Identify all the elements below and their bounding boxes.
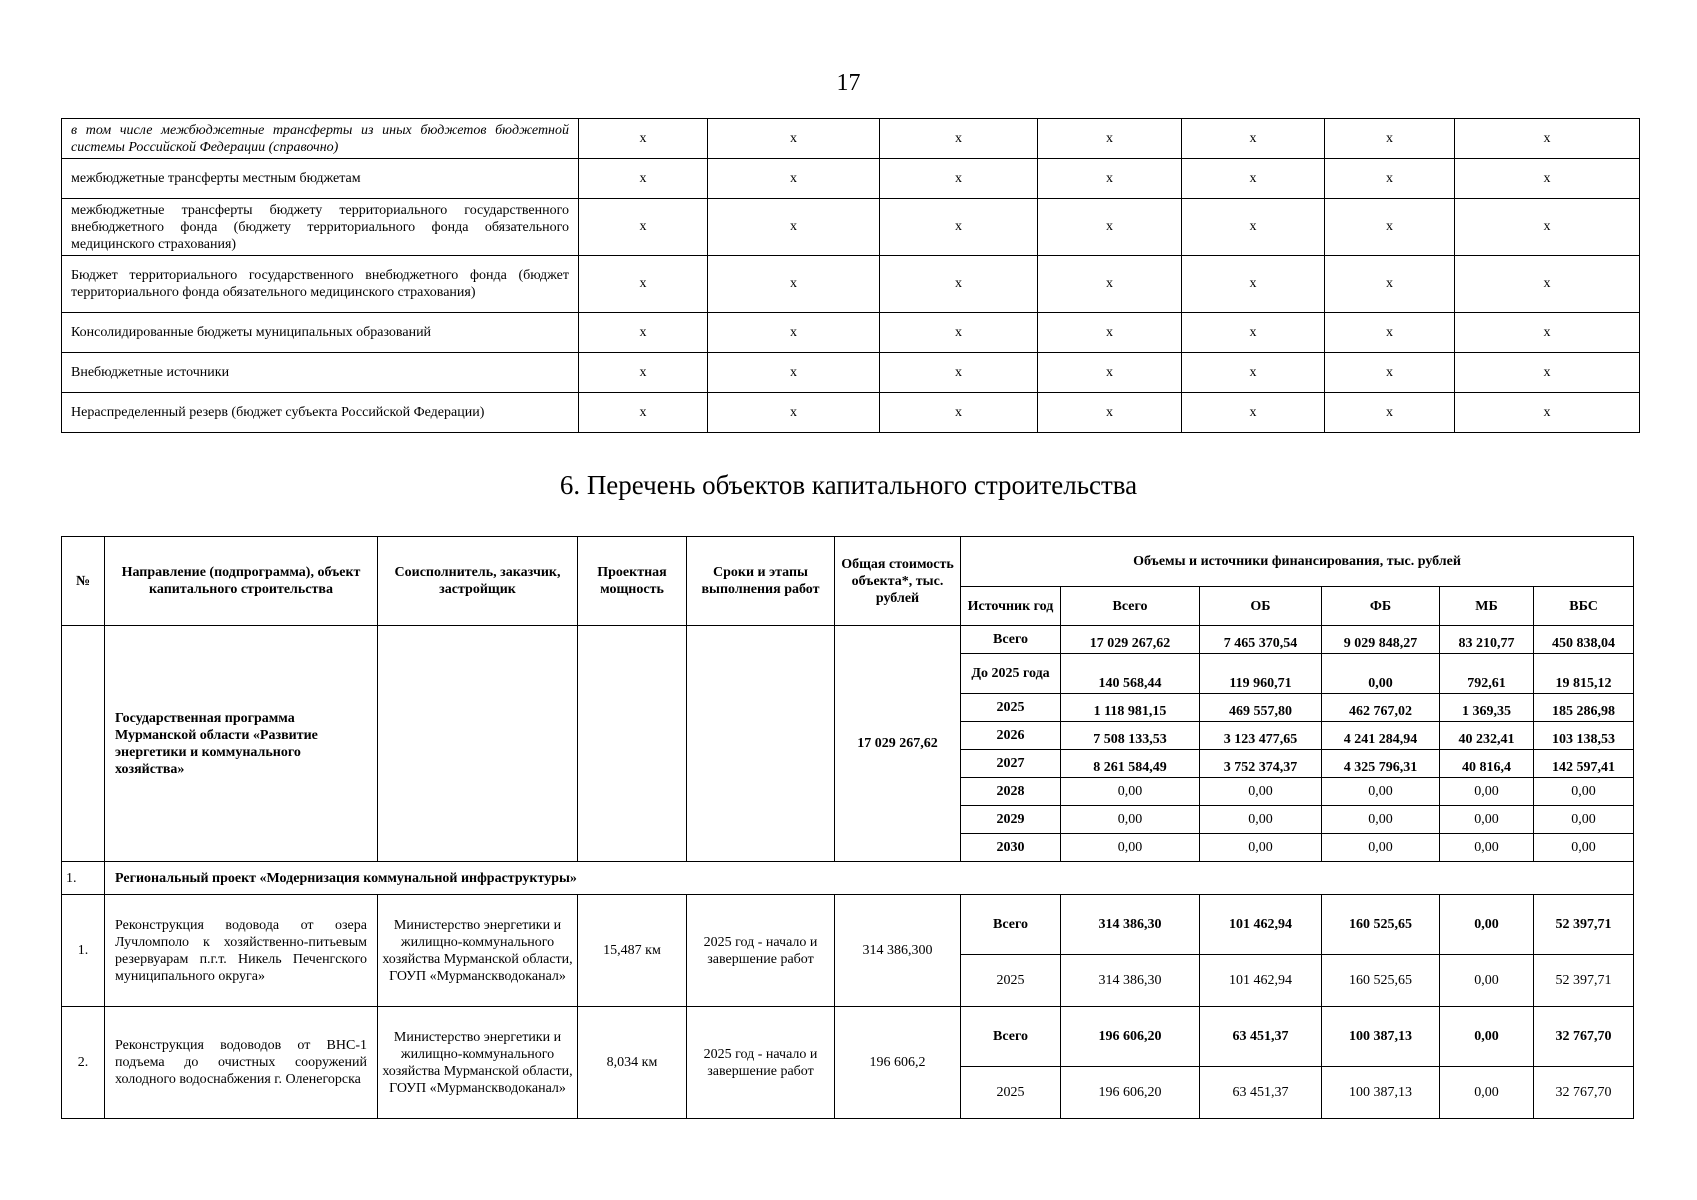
table-cell: x	[579, 353, 708, 393]
table-cell: x	[1455, 119, 1640, 159]
program-name: Государственная программа Мурманской области «Развитие энергетики и коммунального хозяйства»	[105, 626, 378, 862]
amount-total: 1 118 981,15	[1061, 694, 1200, 722]
table-row	[62, 119, 1640, 159]
amount-vbs: 0,00	[1534, 806, 1634, 834]
table-cell: x	[1455, 313, 1640, 353]
table-row	[62, 313, 1640, 353]
program-coexecutor	[378, 626, 578, 862]
header-capacity: Проектная мощность	[578, 537, 687, 626]
amount-fb: 160 525,65	[1322, 955, 1440, 1007]
header-fb: ФБ	[1322, 587, 1440, 626]
row-label: Нераспределенный резерв (бюджет субъекта Российской Федерации)	[62, 393, 579, 433]
amount-vbs: 450 838,04	[1534, 626, 1634, 654]
table-cell: x	[1038, 119, 1182, 159]
amount-vbs: 52 397,71	[1534, 955, 1634, 1007]
object-capacity: 8,034 км	[578, 1007, 687, 1119]
table-cell: x	[1325, 353, 1455, 393]
table-row	[62, 393, 1640, 433]
table-cell: x	[1325, 199, 1455, 256]
amount-ob: 7 465 370,54	[1200, 626, 1322, 654]
object-total-cost: 196 606,2	[835, 1007, 961, 1119]
amount-fb: 462 767,02	[1322, 694, 1440, 722]
year-cell: 2025	[961, 955, 1061, 1007]
table-cell: x	[708, 256, 880, 313]
amount-fb: 0,00	[1322, 654, 1440, 694]
amount-mb: 40 816,4	[1440, 750, 1534, 778]
table-cell: x	[1182, 353, 1325, 393]
header-mb: МБ	[1440, 587, 1534, 626]
table-cell: x	[1182, 159, 1325, 199]
amount-fb: 9 029 848,27	[1322, 626, 1440, 654]
amount-vbs: 0,00	[1534, 778, 1634, 806]
row-label: межбюджетные трансферты местным бюджетам	[62, 159, 579, 199]
amount-fb: 0,00	[1322, 834, 1440, 862]
object-num: 2.	[62, 1007, 105, 1119]
table-cell: x	[1325, 313, 1455, 353]
program-num	[62, 626, 105, 862]
amount-ob: 63 451,37	[1200, 1007, 1322, 1067]
section-title: 6. Перечень объектов капитального строительства	[559, 470, 1138, 500]
year-cell: 2028	[961, 778, 1061, 806]
object-name: Реконструкция водовода от озера Лучломполо к хозяйственно-питьевым резервуарам п.г.т. Никель Печенгского муниципального округа»	[105, 895, 378, 1007]
row-label: в том числе межбюджетные трансферты из иных бюджетов бюджетной системы Российской Федерации (справочно)	[62, 119, 579, 159]
amount-ob: 0,00	[1200, 834, 1322, 862]
amount-vbs: 52 397,71	[1534, 895, 1634, 955]
amount-total: 8 261 584,49	[1061, 750, 1200, 778]
amount-mb: 0,00	[1440, 806, 1534, 834]
row-label: межбюджетные трансферты бюджету территориального государственного внебюджетного фонда (бюджету территориального фонда обязательного медицинского страхования)	[62, 199, 579, 256]
year-cell: 2026	[961, 722, 1061, 750]
row-label: Внебюджетные источники	[62, 353, 579, 393]
table-cell: x	[880, 199, 1038, 256]
table-cell: x	[708, 199, 880, 256]
row-label: Бюджет территориального государственного внебюджетного фонда (бюджет территориального фонда обязательного медицинского страхования)	[62, 256, 579, 313]
table-cell: x	[1182, 256, 1325, 313]
table-cell: x	[1038, 393, 1182, 433]
table-cell: x	[1038, 159, 1182, 199]
table-row	[62, 353, 1640, 393]
amount-mb: 0,00	[1440, 778, 1534, 806]
table-cell: x	[1182, 393, 1325, 433]
amount-ob: 119 960,71	[1200, 654, 1322, 694]
table-cell: x	[1038, 353, 1182, 393]
amount-vbs: 0,00	[1534, 834, 1634, 862]
table-cell: x	[708, 313, 880, 353]
object-terms: 2025 год - начало и завершение работ	[687, 895, 835, 1007]
amount-mb: 0,00	[1440, 1007, 1534, 1067]
table-cell: x	[1325, 119, 1455, 159]
header-coexecutor: Соисполнитель, заказчик, застройщик	[378, 537, 578, 626]
table-cell: x	[880, 159, 1038, 199]
table-cell: x	[880, 313, 1038, 353]
table-cell: x	[1455, 353, 1640, 393]
table-cell: x	[1182, 119, 1325, 159]
object-terms: 2025 год - начало и завершение работ	[687, 1007, 835, 1119]
amount-fb: 100 387,13	[1322, 1007, 1440, 1067]
program-terms	[687, 626, 835, 862]
table-cell: x	[1455, 393, 1640, 433]
table-cell: x	[579, 256, 708, 313]
header-vbs: ВБС	[1534, 587, 1634, 626]
section-num: 1.	[62, 862, 105, 895]
amount-mb: 1 369,35	[1440, 694, 1534, 722]
year-cell: Всего	[961, 626, 1061, 654]
page-number: 17	[836, 70, 861, 96]
capital-objects-table	[61, 536, 1634, 1119]
amount-fb: 0,00	[1322, 806, 1440, 834]
table-cell: x	[1455, 199, 1640, 256]
amount-total: 196 606,20	[1061, 1067, 1200, 1119]
amount-fb: 100 387,13	[1322, 1067, 1440, 1119]
amount-ob: 469 557,80	[1200, 694, 1322, 722]
header-terms: Сроки и этапы выполнения работ	[687, 537, 835, 626]
amount-mb: 40 232,41	[1440, 722, 1534, 750]
table-row	[62, 199, 1640, 256]
amount-ob: 101 462,94	[1200, 955, 1322, 1007]
table-cell: x	[708, 119, 880, 159]
header-financing: Объемы и источники финансирования, тыс. рублей	[961, 537, 1634, 587]
amount-ob: 3 123 477,65	[1200, 722, 1322, 750]
table-cell: x	[579, 119, 708, 159]
object-num: 1.	[62, 895, 105, 1007]
amount-ob: 101 462,94	[1200, 895, 1322, 955]
amount-vbs: 19 815,12	[1534, 654, 1634, 694]
table-cell: x	[1182, 199, 1325, 256]
amount-mb: 792,61	[1440, 654, 1534, 694]
table-cell: x	[1455, 256, 1640, 313]
amount-mb: 0,00	[1440, 834, 1534, 862]
header-total: Всего	[1061, 587, 1200, 626]
amount-vbs: 142 597,41	[1534, 750, 1634, 778]
table-cell: x	[1455, 159, 1640, 199]
table-cell: x	[1038, 199, 1182, 256]
program-total-cost: 17 029 267,62	[835, 626, 961, 862]
amount-total: 140 568,44	[1061, 654, 1200, 694]
amount-ob: 0,00	[1200, 778, 1322, 806]
row-label: Консолидированные бюджеты муниципальных образований	[62, 313, 579, 353]
budget-sources-table	[61, 118, 1640, 433]
table-cell: x	[1038, 256, 1182, 313]
amount-total: 196 606,20	[1061, 1007, 1200, 1067]
amount-total: 314 386,30	[1061, 955, 1200, 1007]
object-row	[62, 1007, 1634, 1067]
table-cell: x	[579, 313, 708, 353]
table-cell: x	[1325, 393, 1455, 433]
amount-total: 0,00	[1061, 806, 1200, 834]
table-row	[62, 159, 1640, 199]
object-coexecutor: Министерство энергетики и жилищно-коммунального хозяйства Мурманской области, ГОУП «Мурманскводоканал»	[378, 1007, 578, 1119]
table-cell: x	[708, 159, 880, 199]
table-cell: x	[579, 393, 708, 433]
program-row	[62, 626, 1634, 654]
amount-total: 7 508 133,53	[1061, 722, 1200, 750]
amount-mb: 83 210,77	[1440, 626, 1534, 654]
header-source-year: Источник год	[961, 587, 1061, 626]
amount-vbs: 103 138,53	[1534, 722, 1634, 750]
header-num: №	[62, 537, 105, 626]
year-cell: 2029	[961, 806, 1061, 834]
section-title-cell: Региональный проект «Модернизация коммунальной инфраструктуры»	[105, 862, 1634, 895]
amount-vbs: 32 767,70	[1534, 1067, 1634, 1119]
table-cell: x	[880, 256, 1038, 313]
header-ob: ОБ	[1200, 587, 1322, 626]
object-capacity: 15,487 км	[578, 895, 687, 1007]
year-cell: До 2025 года	[961, 654, 1061, 694]
year-cell: 2025	[961, 1067, 1061, 1119]
table-cell: x	[579, 159, 708, 199]
section-row	[62, 862, 1634, 895]
table-cell: x	[880, 353, 1038, 393]
year-cell: Всего	[961, 895, 1061, 955]
program-capacity	[578, 626, 687, 862]
amount-fb: 4 325 796,31	[1322, 750, 1440, 778]
amount-ob: 63 451,37	[1200, 1067, 1322, 1119]
amount-total: 0,00	[1061, 778, 1200, 806]
amount-fb: 4 241 284,94	[1322, 722, 1440, 750]
amount-fb: 160 525,65	[1322, 895, 1440, 955]
table-row	[62, 256, 1640, 313]
table-cell: x	[1325, 256, 1455, 313]
amount-ob: 0,00	[1200, 806, 1322, 834]
amount-vbs: 185 286,98	[1534, 694, 1634, 722]
table-cell: x	[880, 393, 1038, 433]
year-cell: 2025	[961, 694, 1061, 722]
object-name: Реконструкция водоводов от ВНС-1 подъема до очистных сооружений холодного водоснабжения г. Оленегорска	[105, 1007, 378, 1119]
amount-ob: 3 752 374,37	[1200, 750, 1322, 778]
header-total-cost: Общая стоимость объекта*, тыс. рублей	[835, 537, 961, 626]
table-cell: x	[579, 199, 708, 256]
object-coexecutor: Министерство энергетики и жилищно-коммунального хозяйства Мурманской области, ГОУП «Мурманскводоканал»	[378, 895, 578, 1007]
amount-fb: 0,00	[1322, 778, 1440, 806]
amount-mb: 0,00	[1440, 1067, 1534, 1119]
header-direction: Направление (подпрограмма), объект капитального строительства	[105, 537, 378, 626]
table-cell: x	[708, 393, 880, 433]
amount-total: 17 029 267,62	[1061, 626, 1200, 654]
amount-total: 314 386,30	[1061, 895, 1200, 955]
amount-vbs: 32 767,70	[1534, 1007, 1634, 1067]
object-row	[62, 895, 1634, 955]
year-cell: Всего	[961, 1007, 1061, 1067]
year-cell: 2030	[961, 834, 1061, 862]
table-cell: x	[1182, 313, 1325, 353]
table-cell: x	[1038, 313, 1182, 353]
year-cell: 2027	[961, 750, 1061, 778]
table-cell: x	[880, 119, 1038, 159]
table-cell: x	[708, 353, 880, 393]
table-cell: x	[1325, 159, 1455, 199]
amount-mb: 0,00	[1440, 895, 1534, 955]
amount-total: 0,00	[1061, 834, 1200, 862]
object-total-cost: 314 386,300	[835, 895, 961, 1007]
amount-mb: 0,00	[1440, 955, 1534, 1007]
